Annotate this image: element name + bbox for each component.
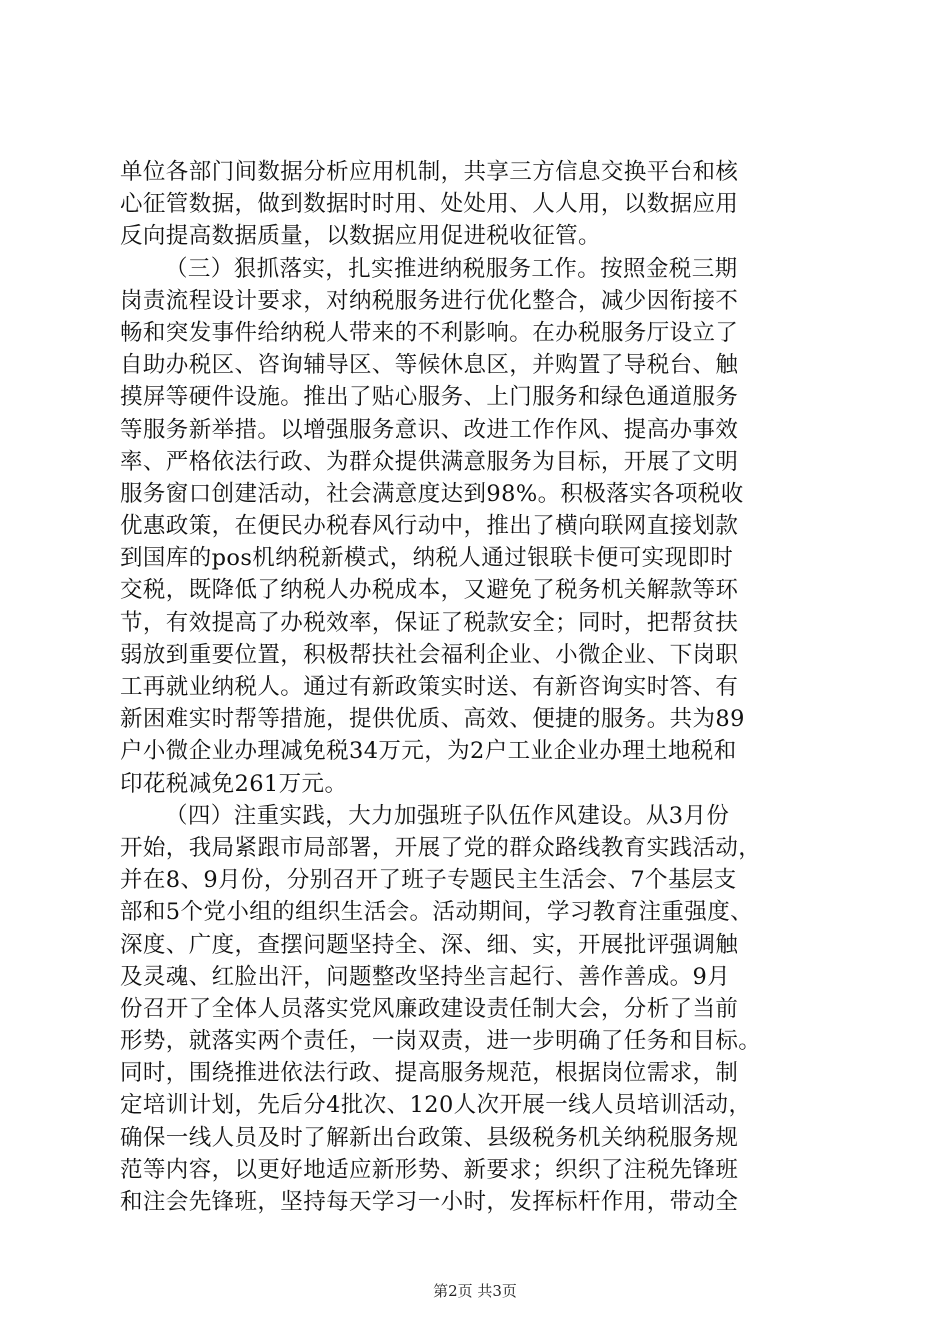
text-line: 弱放到重要位置，积极帮扶社会福利企业、小微企业、下岗职 [120, 641, 739, 668]
text-line: 和注会先锋班，坚持每天学习一小时，发挥标杆作用，带动全 [120, 1189, 739, 1215]
text-line: 开始，我局紧跟市局部署，开展了党的群众路线教育实践活动， [120, 834, 762, 861]
text-line: （三）狠抓落实，扎实推进纳税服务工作。按照金税三期 [165, 255, 738, 282]
text-line: 印花税减免261万元。 [120, 770, 348, 797]
paragraph [120, 253, 832, 800]
text-line: （四）注重实践，大力加强班子队伍作风建设。从3月份 [165, 802, 730, 829]
text-line: 深度、广度，查摆问题坚持全、深、细、实，开展批评强调触 [120, 931, 739, 958]
text-line: 到国库的pos机纳税新模式，纳税人通过银联卡便可实现即时 [120, 545, 734, 572]
text-line: 同时，围绕推进依法行政、提高服务规范，根据岗位需求，制 [120, 1060, 739, 1087]
text-line: 摸屏等硬件设施。推出了贴心服务、上门服务和绿色通道服务 [120, 384, 739, 411]
text-line: 部和5个党小组的组织生活会。活动期间，学习教育注重强度、 [120, 899, 754, 926]
text-line: 定培训计划，先后分4批次、120人次开展一线人员培训活动， [120, 1092, 752, 1119]
text-line: 工再就业纳税人。通过有新政策实时送、有新咨询实时答、有 [120, 674, 739, 700]
paragraph [120, 800, 832, 1218]
text-line: 服务窗口创建活动，社会满意度达到98%。积极落实各项税收 [120, 480, 744, 507]
text-line: 范等内容，以更好地适应新形势、新要求；织织了注税先锋班 [120, 1156, 739, 1183]
text-line: 岗责流程设计要求，对纳税服务进行优化整合，减少因衔接不 [120, 287, 739, 314]
text-line: 等服务新举措。以增强服务意识、改进工作作风、提高办事效 [120, 416, 739, 443]
text-line: 优惠政策，在便民办税春风行动中，推出了横向联网直接划款 [120, 513, 739, 540]
page-footer [0, 1281, 950, 1301]
text-line: 心征管数据，做到数据时时用、处处用、人人用，以数据应用 [120, 191, 739, 218]
document-body [120, 156, 832, 1218]
text-line: 率、严格依法行政、为群众提供满意服务为目标，开展了文明 [120, 448, 739, 475]
text-line: 反向提高数据质量，以数据应用促进税收征管。 [120, 223, 601, 250]
page-number-label: 第2页 共3页 [433, 1282, 517, 1300]
text-line: 单位各部门间数据分析应用机制，共享三方信息交换平台和核 [120, 159, 739, 185]
text-line: 节，有效提高了办税效率，保证了税款安全；同时，把帮贫扶 [120, 609, 739, 636]
text-line: 及灵魂、红脸出汗，问题整改坚持坐言起行、善作善成。9月 [120, 963, 731, 990]
text-line: 份召开了全体人员落实党风廉政建设责任制大会，分析了当前 [120, 995, 739, 1022]
text-line: 确保一线人员及时了解新出台政策、县级税务机关纳税服务规 [120, 1124, 739, 1151]
text-line: 交税，既降低了纳税人办税成本，又避免了税务机关解款等环 [120, 577, 739, 604]
text-line: 并在8、9月份，分别召开了班子专题民主生活会、7个基层支 [120, 867, 737, 894]
text-line: 自助办税区、咨询辅导区、等候休息区，并购置了导税台、触 [120, 352, 739, 379]
text-line: 户小微企业办理减免税34万元，为2户工业企业办理土地税和 [120, 738, 737, 765]
text-line: 新困难实时帮等措施，提供优质、高效、便捷的服务。共为89 [120, 706, 745, 733]
text-line: 畅和突发事件给纳税人带来的不利影响。在办税服务厅设立了 [120, 319, 739, 346]
paragraph [120, 156, 832, 253]
text-line: 形势，就落实两个责任，一岗双责，进一步明确了任务和目标。 [120, 1028, 762, 1055]
